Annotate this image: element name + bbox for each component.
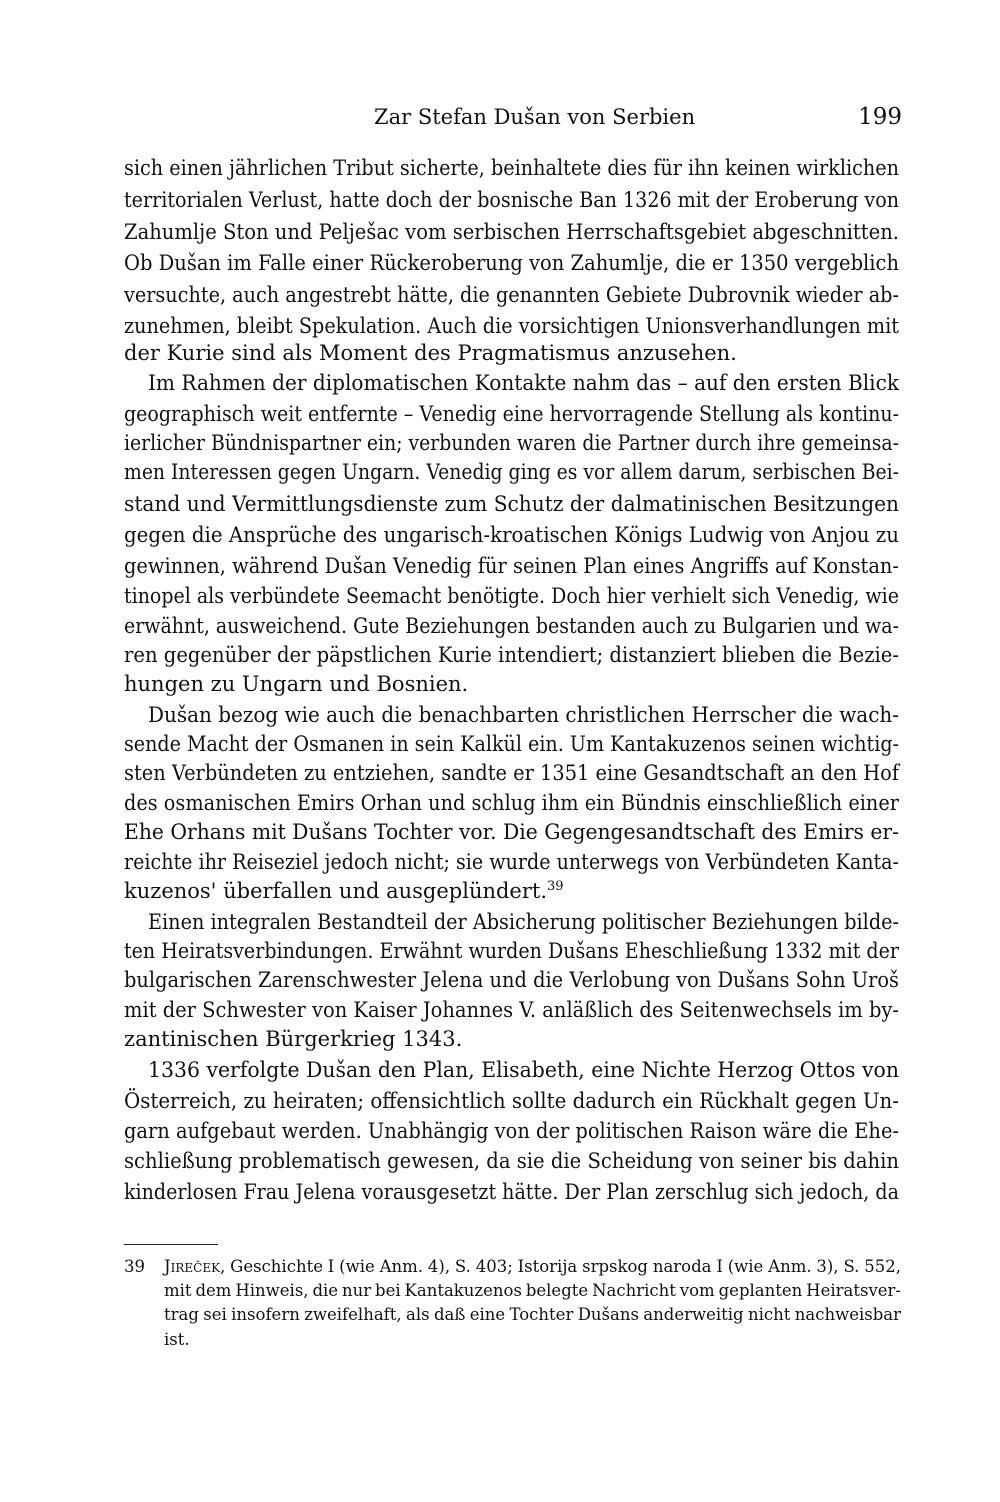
text-line: kinderlosen Frau Jelena vorausgesetzt hätte. Der Plan zerschlug sich jedoch, da [124,1180,899,1204]
footnote-line-content: , Geschichte I (wie Anm. 4), S. 403; Istorija srpskog naroda I (wie Anm. 3), S. 552, [220,1257,901,1276]
text-line-content: kuzenos' überfallen und ausgeplündert. [124,879,548,903]
text-line: bulgarischen Zarenschwester Jelena und die Verlobung von Dušans Sohn Uroš [124,968,899,992]
paragraph-first-line: 1336 verfolgte Dušan den Plan, Elisabeth, eine Nichte Herzog Ottos von [148,1058,899,1082]
page-number: 199 [858,104,902,130]
text-line: garn aufgebaut werden. Unabhängig von der politischen Raison wäre die Ehe- [124,1119,899,1143]
footnote-divider [124,1244,218,1245]
footnote-line: mit dem Hinweis, die nur bei Kantakuzenos belegte Nachricht vom geplanten Heiratsver- [164,1281,901,1300]
text-line: zantinischen Bürgerkrieg 1343. [124,1027,463,1051]
text-line: territorialen Verlust, hatte doch der bosnische Ban 1326 mit der Eroberung von [124,188,899,212]
text-line: Ob Dušan im Falle einer Rückeroberung von Zahumlje, die er 1350 vergeblich [124,251,899,275]
text-line: Ehe Orhans mit Dušans Tochter vor. Die Gegengesandtschaft des Emirs er- [124,820,899,844]
text-line: geographisch weit entfernte – Venedig eine hervorragende Stellung als kontinu- [124,402,899,426]
text-line: hungen zu Ungarn und Bosnien. [124,672,469,696]
footnote-line: trag sei insofern zweifelhaft, als daß eine Tochter Dušans anderweitig nicht nachweisbar [164,1305,901,1324]
footnote-line: ist. [164,1330,190,1349]
paragraph-first-line: Im Rahmen der diplomatischen Kontakte nahm das – auf den ersten Blick [148,371,899,395]
running-title: Zar Stefan Dušan von Serbien [374,105,696,129]
text-line: gegen die Ansprüche des ungarisch-kroatischen Königs Ludwig von Anjou zu [124,523,899,547]
text-line: mit der Schwester von Kaiser Johannes V. anläßlich des Seitenwechsels im by- [124,998,899,1022]
footnote-author: Jireček [164,1257,221,1276]
text-line: des osmanischen Emirs Orhan und schlug ihm ein Bündnis einschließlich einer [124,791,899,815]
text-line: ten Heiratsverbindungen. Erwähnt wurden Dušans Eheschließung 1332 mit der [124,939,899,963]
footnote-number: 39 [124,1257,145,1276]
text-line: Zahumlje Ston und Pelješac vom serbischen Herrschaftsgebiet abgeschnitten. [124,220,899,244]
text-line: stand und Vermittlungsdienste zum Schutz der dalmatinischen Besitzungen [124,492,899,516]
text-line: erwähnt, ausweichend. Gute Beziehungen bestanden auch zu Bulgarien und wa- [124,614,899,638]
text-line: versuchte, auch angestrebt hätte, die genannten Gebiete Dubrovnik wieder ab- [124,283,899,307]
text-line: ierlicher Bündnispartner ein; verbunden waren die Partner durch ihre gemeinsa- [124,431,899,455]
text-line: zunehmen, bleibt Spekulation. Auch die vorsichtigen Unionsverhandlungen mit [124,314,899,338]
text-line: Österreich, zu heiraten; offensichtlich sollte dadurch ein Rückhalt gegen Un- [124,1089,899,1113]
footnote-ref: 39 [547,879,564,894]
text-line: ren gegenüber der päpstlichen Kurie intendiert; distanziert blieben die Bezie- [124,643,899,667]
paragraph-first-line: Einen integralen Bestandteil der Absicherung politischer Beziehungen bilde- [148,910,899,934]
text-line: reichte ihr Reiseziel jedoch nicht; sie wurde unterwegs von Verbündeten Kanta- [124,850,899,874]
text-line: gewinnen, während Dušan Venedig für seinen Plan eines Angriffs auf Konstan- [124,554,899,578]
text-line: sich einen jährlichen Tribut sicherte, beinhaltete dies für ihn keinen wirklichen [124,156,899,180]
text-line: sende Macht der Osmanen in sein Kalkül ein. Um Kantakuzenos seinen wichtig- [124,732,899,756]
text-line: der Kurie sind als Moment des Pragmatismus anzusehen. [124,341,737,365]
text-line: tinopel als verbündete Seemacht benötigte. Doch hier verhielt sich Venedig, wie [124,584,899,608]
text-line: schließung problematisch gewesen, da sie die Scheidung von seiner bis dahin [124,1149,899,1173]
footnote-line [164,1256,901,1278]
text-line: men Interessen gegen Ungarn. Venedig ging es vor allem darum, serbischen Bei- [124,460,899,484]
text-line: sten Verbündeten zu entziehen, sandte er 1351 eine Gesandtschaft an den Hof [124,761,899,785]
paragraph-first-line: Dušan bezog wie auch die benachbarten christlichen Herrscher die wach- [148,703,899,727]
text-line [124,878,899,905]
